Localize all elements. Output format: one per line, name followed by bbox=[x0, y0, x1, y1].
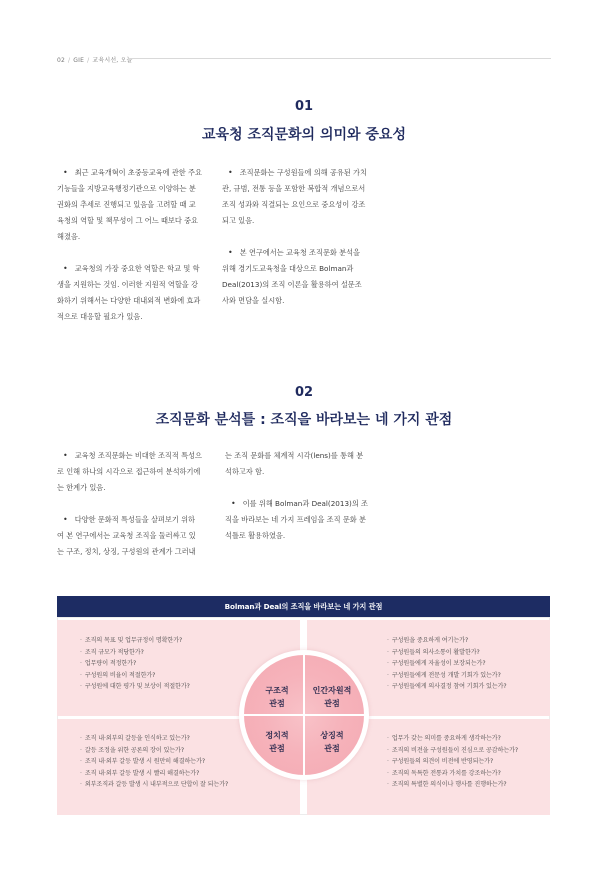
section-2-number: 02 bbox=[294, 385, 314, 400]
running-header: 02 / GIE / 교육시선, 오늘 bbox=[57, 57, 133, 64]
paragraph: • 교육청 조직문화는 비대한 조직적 특성으 로 인해 하나의 시각으로 접근하여 분석하기에 는 한계가 있음. bbox=[57, 451, 202, 492]
section-2-title: 조직문화 분석틀 : 조직을 바라보는 네 가지 관점 bbox=[155, 412, 453, 428]
list-item: · 구성원들의 의견이 비전에 반영되는가? bbox=[387, 756, 518, 768]
list-item: · 구성원을 중요하게 여기는가? bbox=[387, 635, 506, 647]
list-item: · 구성원들에게 전문성 개발 기회가 있는가? bbox=[387, 670, 506, 682]
page-number: 02 bbox=[57, 57, 66, 64]
list-item: · 외부조직과 갈등 발생 시 내부적으로 단합이 잘 되는가? bbox=[80, 779, 228, 791]
list-item: · 조직 내·외부 갈등 발생 시 빨리 해결하는가? bbox=[80, 768, 228, 780]
section-title-small: 교육시선, 오늘 bbox=[92, 57, 133, 64]
list-item: · 구성원에 대한 평가 및 보상이 적절한가? bbox=[80, 681, 190, 693]
paragraph: • 교육청의 가장 중요한 역할은 학교 및 학 생을 지원하는 것임. 이러한 지원적 역할을 강 화하기 위해서는 다양한 대내외적 변화에 효과 적으로 대응할 필요가 있음. bbox=[57, 264, 201, 321]
paragraph: 는 조직 문화를 체계적 시각(lens)를 통해 분 석하고자 함. bbox=[225, 451, 364, 476]
list-item: · 업무량이 적정한가? bbox=[80, 658, 190, 670]
structural-questions bbox=[80, 635, 190, 693]
header-rule bbox=[130, 58, 551, 59]
structural-frame-label: 구조적 관점 bbox=[265, 686, 289, 708]
list-item: · 조직 내·외부의 갈등을 인식하고 있는가? bbox=[80, 733, 228, 745]
list-item: · 조직의 독특한 전통과 가치를 강조하는가? bbox=[387, 768, 518, 780]
section-1-number: 01 bbox=[294, 99, 314, 114]
symbolic-questions bbox=[387, 733, 518, 791]
paragraph: • 최근 교육개혁이 초중등교육에 관한 주요 기능들을 지방교육행정기관으로 이양하는 분 권화의 추세로 진행되고 있음을 고려할 때 교 육청의 역할 및 책무성이 그 어느 때보다 중요 해졌음. bbox=[57, 168, 202, 241]
circle-divider-horizontal bbox=[244, 714, 364, 716]
section-1-title: 교육청 조직문화의 의미와 중요성 bbox=[202, 127, 406, 143]
paragraph: • 이를 위해 Bolman과 Deal(2013)의 조 직을 바라보는 네 가지 프레임을 조직 문화 분 석틀로 활용하였음. bbox=[225, 499, 369, 540]
political-frame-label: 정치적 관점 bbox=[265, 731, 289, 753]
human-resource-frame-label: 인간자원적 관점 bbox=[312, 686, 352, 708]
list-item: · 구성원의 비율이 적절한가? bbox=[80, 670, 190, 682]
paragraph: • 조직문화는 구성원들에 의해 공유된 가치 관, 규범, 전통 등을 포함한 복합적 개념으로서 조직 성과와 직결되는 요인으로 중요성이 강조 되고 있음. bbox=[222, 168, 367, 225]
paragraph: • 다양한 문화적 특성들을 살펴보기 위하 여 본 연구에서는 교육청 조직을 둘러싸고 있 는 구조, 정치, 상징, 구성원의 관계가 그러내 bbox=[57, 515, 196, 556]
paragraph: • 본 연구에서는 교육청 조직문화 분석을 위해 경기도교육청을 대상으로 Bolman과 Deal(2013)의 조직 이론을 활용하여 설문조 사와 면담을 실시함. bbox=[222, 248, 362, 305]
list-item: · 갈등 조정을 위한 공론의 장이 있는가? bbox=[80, 745, 228, 757]
list-item: · 조직의 목표 및 업무규정이 명확한가? bbox=[80, 635, 190, 647]
section-2-right-column bbox=[225, 448, 386, 560]
section-2-left-column bbox=[57, 448, 218, 576]
symbolic-frame-label: 상징적 관점 bbox=[320, 731, 344, 753]
section-1-left-column bbox=[57, 165, 218, 341]
list-item: · 구성원들의 의사소통이 활발한가? bbox=[387, 647, 506, 659]
list-item: · 조직 내·외부 갈등 발생 시 원만히 해결하는가? bbox=[80, 756, 228, 768]
list-item: · 조직 규모가 적당한가? bbox=[80, 647, 190, 659]
list-item: · 조직의 비전을 구성원들이 진심으로 공감하는가? bbox=[387, 745, 518, 757]
list-item: · 구성원들에게 의사결정 참여 기회가 있는가? bbox=[387, 681, 506, 693]
section-1-right-column bbox=[222, 165, 383, 325]
list-item: · 업무가 갖는 의미를 중요하게 생각하는가? bbox=[387, 733, 518, 745]
list-item: · 조직의 특별한 의식이나 행사를 진행하는가? bbox=[387, 779, 518, 791]
section-short: GIE bbox=[73, 57, 85, 64]
human-resource-questions bbox=[387, 635, 506, 693]
diagram-banner: Bolman과 Deal의 조직을 바라보는 네 가지 관점 bbox=[57, 596, 550, 617]
list-item: · 구성원들에게 자율성이 보장되는가? bbox=[387, 658, 506, 670]
political-questions bbox=[80, 733, 228, 791]
